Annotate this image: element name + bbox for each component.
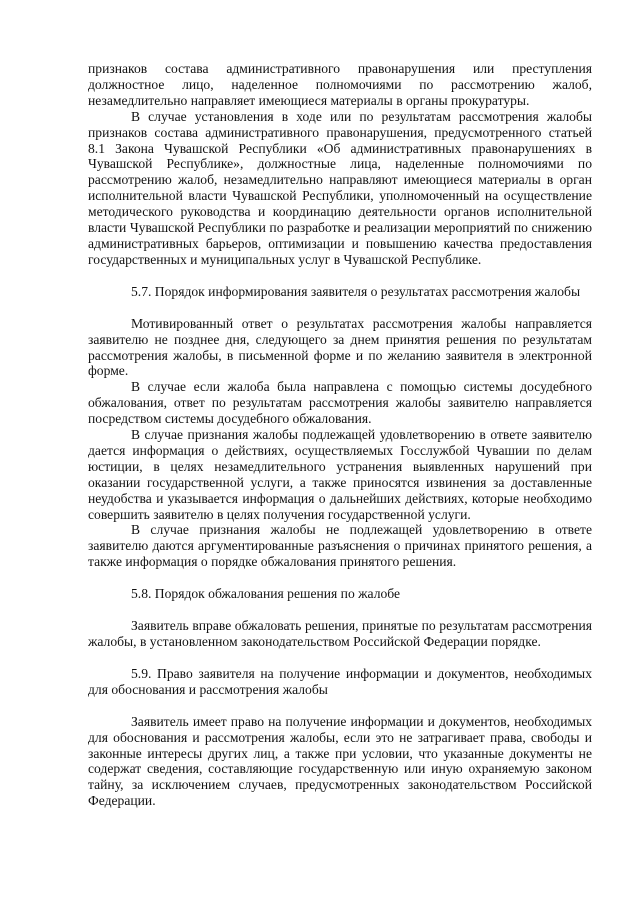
paragraph-5-7-not-satisfied: В случае признания жалобы не подлежащей удовлетворению в ответе заявителю даются аргументированные разъяснения о причинах принятого решения, а также информация о порядке обжалования принятого решения. xyxy=(88,522,592,570)
paragraph-5-7-satisfied: В случае признания жалобы подлежащей удовлетворению в ответе заявителю дается информация о действиях, осуществляемых Госслужбой Чувашии по делам юстиции, в целях незамедлительного устранения выявленных нарушений при оказании государственной услуги, а также приносятся извинения за доставленные неудобства и указывается информация о дальнейших действиях, которые необходимо совершить заявителю в целях получения государственной услуги. xyxy=(88,427,592,522)
paragraph-5-9-right: Заявитель имеет право на получение информации и документов, необходимых для обоснования и рассмотрения жалобы, если это не затрагивает права, свободы и законные интересы других лиц, а также при условии, что указанные документы не содержат сведения, составляющие государственную или иную охраняемую законом тайну, за исключением случаев, предусмотренных законодательством Российской Федерации. xyxy=(88,713,592,809)
paragraph-5-8-appeal: Заявитель вправе обжаловать решения, принятые по результатам рассмотрения жалобы, в установленном законодательством Российской Федерации порядке. xyxy=(88,618,592,649)
paragraph-chuvash-law: В случае установления в ходе или по результатам рассмотрения жалобы признаков состава административного правонарушения, предусмотренного статьей 8.1 Закона Чувашской Республики «Об административных правонарушениях в Чувашской Республике», должностные лица, наделенные полномочиями по рассмотрению жалоб, незамедлительно направляют имеющиеся материалы в орган исполнительной власти Чувашской Республики, уполномоченный на осуществление методического руководства и координацию деятельности органов исполнительной власти Чувашской Республики по разработке и реализации мероприятий по снижению административных барьеров, оптимизации и повышению качества предоставления государственных и муниципальных услуг в Чувашской Республике. xyxy=(88,108,592,267)
paragraph-5-7-system: В случае если жалоба была направлена с помощью системы досудебного обжалования, ответ по результатам рассмотрения жалобы заявителю направляется посредством системы досудебного обжалования. xyxy=(88,379,592,427)
section-heading-5-7: 5.7. Порядок информирования заявителя о результатах рассмотрения жалобы xyxy=(131,283,581,299)
section-heading-5-9: 5.9. Право заявителя на получение информации и документов, необходимых для обоснования и рассмотрения жалобы xyxy=(88,665,592,697)
document-page xyxy=(88,61,592,809)
section-heading-5-8: 5.8. Порядок обжалования решения по жалобе xyxy=(131,586,401,602)
paragraph-continuation: признаков состава административного правонарушения или преступления должностное лицо, наделенное полномочиями по рассмотрению жалоб, незамедлительно направляет имеющиеся материалы в органы прокуратуры. xyxy=(88,61,592,108)
paragraph-5-7-answer: Мотивированный ответ о результатах рассмотрения жалобы направляется заявителю не позднее дня, следующего за днем принятия решения по результатам рассмотрения жалобы, в письменной форме и по желанию заявителя в электронной форме. xyxy=(88,315,592,379)
